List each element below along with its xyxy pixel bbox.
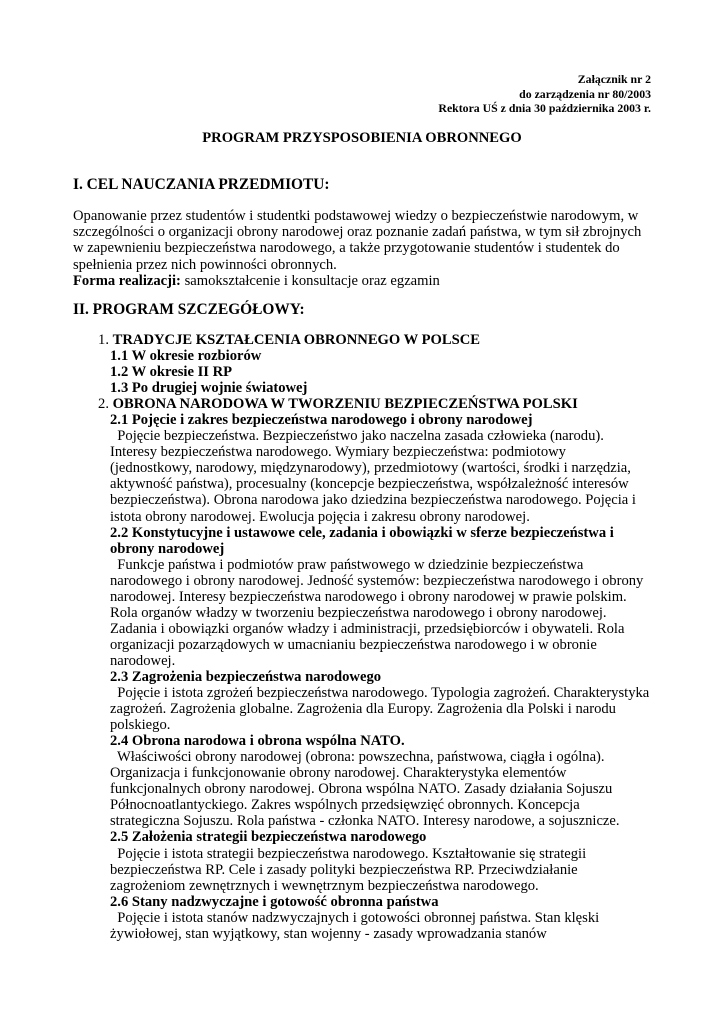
body-line: Pojęcie bezpieczeństwa. Bezpieczeństwo jako naczelna zasada człowieka (narodu). — [110, 428, 604, 445]
body-line: Właściwości obrony narodowej (obrona: powszechna, państwowa, ciągła i ogólna). — [110, 749, 605, 766]
body-line: (jednostkowy, narodowy, międzynarodowy), przedmiotowy (wartości, środki i narzędzia, — [110, 460, 631, 477]
program-list — [73, 332, 673, 942]
annex-note — [73, 72, 651, 116]
subsection-heading: obrony narodowej — [110, 540, 225, 557]
body-line: strategiczna Sojuszu. Rola państwa - członka NATO. Interesy narodowe, a sojusznicze. — [110, 813, 620, 830]
paragraph-line: w zapewnieniu bezpieczeństwa narodowego, a także przygotowanie studentów i studentek do — [73, 240, 620, 257]
body-line: Rola organów władzy w tworzeniu bezpieczeństwa narodowego i obrony narodowej. — [110, 604, 607, 621]
list-item-1 — [73, 332, 673, 348]
body-line: bezpieczeństwa). Obrona narodowa jako dziedzina bezpieczeństwa narodowego. Pojęcia i — [110, 492, 636, 509]
annex-line-2: do zarządzenia nr 80/2003 — [519, 86, 651, 101]
body-line: polskiego. — [110, 717, 171, 734]
subsection-heading: 2.2 Konstytucyjne i ustawowe cele, zadania i obowiązki w sferze bezpieczeństwa i — [110, 524, 614, 541]
body-line: Zadania i obowiązki organów władzy i administracji, przedsiębiorców i obywateli. Rola — [110, 620, 625, 637]
body-line: Pojęcie i istota strategii bezpieczeństwa narodowego. Kształtowanie się strategii — [110, 845, 587, 862]
subsection-heading: 2.5 Założenia strategii bezpieczeństwa narodowego — [110, 829, 427, 846]
subitem: 1.3 Po drugiej wojnie światowej — [110, 380, 308, 397]
body-line: narodowej. Interesy bezpieczeństwa narodowego i obrony narodowej w prawie polskim. — [110, 588, 627, 605]
annex-line-1: Załącznik nr 2 — [577, 72, 651, 86]
paragraph-line: Opanowanie przez studentów i studentki podstawowej wiedzy o bezpieczeństwie narodowym, w — [73, 208, 639, 224]
item-title: TRADYCJE KSZTAŁCENIA OBRONNEGO W POLSCE — [112, 332, 481, 348]
body-line: organizacji pozarządowych w umacnianiu bezpieczeństwa narodowego i w obronie — [110, 636, 597, 653]
document-title: PROGRAM PRZYSPOSOBIENIA OBRONNEGO — [202, 130, 522, 146]
body-line: zagrożeniom zewnętrznych i wewnętrznym bezpieczeństwa narodowego. — [110, 877, 539, 894]
body-line: funkcjonalnych obrony narodowej. Obrona wspólna NATO. Zasady działania Sojuszu — [110, 781, 613, 798]
body-line: Północnoatlantyckiego. Zakres wspólnych przedsięwzięć obronnych. Koncepcja — [110, 797, 580, 814]
section-2-heading: II. PROGRAM SZCZEGÓŁOWY: — [73, 301, 305, 318]
annex-line-3: Rektora UŚ z dnia 30 października 2003 r. — [438, 101, 651, 116]
body-line: zagrożeń. Zagrożenia globalne. Zagrożenia dla Europy. Zagrożenia dla Polski i narodu — [110, 701, 616, 718]
section-1-paragraph — [73, 208, 653, 289]
form-line — [73, 273, 653, 289]
subsection-heading: 2.4 Obrona narodowa i obrona wspólna NATO. — [110, 733, 405, 750]
paragraph-line: szczególności o organizacji obrony narodowej oraz poznanie zadań państwa, w tym sił zbrojnych — [73, 224, 642, 241]
body-line: Pojęcie i istota zgrożeń bezpieczeństwa narodowego. Typologia zagrożeń. Charakterystyka — [110, 685, 650, 702]
body-line: istota obrony narodowej. Ewolucja pojęcia i zakresu obrony narodowej. — [110, 508, 530, 525]
body-line: Interesy bezpieczeństwa narodowego. Wymiary bezpieczeństwa: podmiotowy — [110, 444, 566, 461]
subitem: 1.2 W okresie II RP — [110, 364, 233, 381]
item-title: OBRONA NARODOWA W TWORZENIU BEZPIECZEŃSTWA POLSKI — [112, 396, 578, 413]
form-value: samokształcenie i konsultacje oraz egzamin — [180, 272, 440, 289]
body-line: Funkcje państwa i podmiotów praw państwowego w dziedzinie bezpieczeństwa — [110, 556, 584, 573]
body-line: żywiołowej, stan wyjątkowy, stan wojenny - zasady wprowadzania stanów — [110, 925, 547, 942]
subsection-heading: 2.1 Pojęcie i zakres bezpieczeństwa narodowego i obrony narodowej — [110, 412, 533, 429]
subsection-heading: 2.6 Stany nadzwyczajne i gotowość obronna państwa — [110, 893, 439, 910]
paragraph-line: spełnienia przez nich powinności obronnych. — [73, 256, 337, 273]
list-item-2 — [73, 396, 673, 412]
body-line: aktywność państwa), procesualny (koncepcje bezpieczeństwa, współzależność interesów — [110, 476, 629, 493]
subsection-heading: 2.3 Zagrożenia bezpieczeństwa narodowego — [110, 668, 382, 685]
body-line: bezpieczeństwa RP. Cele i zasady polityki bezpieczeństwa RP. Przeciwdziałanie — [110, 861, 578, 878]
body-line: narodowego i obrony narodowej. Jedność systemów: bezpieczeństwa narodowego i obrony — [110, 572, 644, 589]
section-1-heading: I. CEL NAUCZANIA PRZEDMIOTU: — [73, 176, 330, 193]
body-line: Pojęcie i istota stanów nadzwyczajnych i gotowości obronnej państwa. Stan klęski — [110, 909, 600, 926]
subitem: 1.1 W okresie rozbiorów — [110, 348, 262, 365]
body-line: Organizacja i funkcjonowanie obrony narodowej. Charakterystyka elementów — [110, 765, 567, 782]
body-line: narodowej. — [110, 652, 176, 669]
item-number: 2. — [98, 396, 109, 413]
form-label: Forma realizacji: — [73, 272, 181, 289]
item-number: 1. — [98, 332, 109, 348]
